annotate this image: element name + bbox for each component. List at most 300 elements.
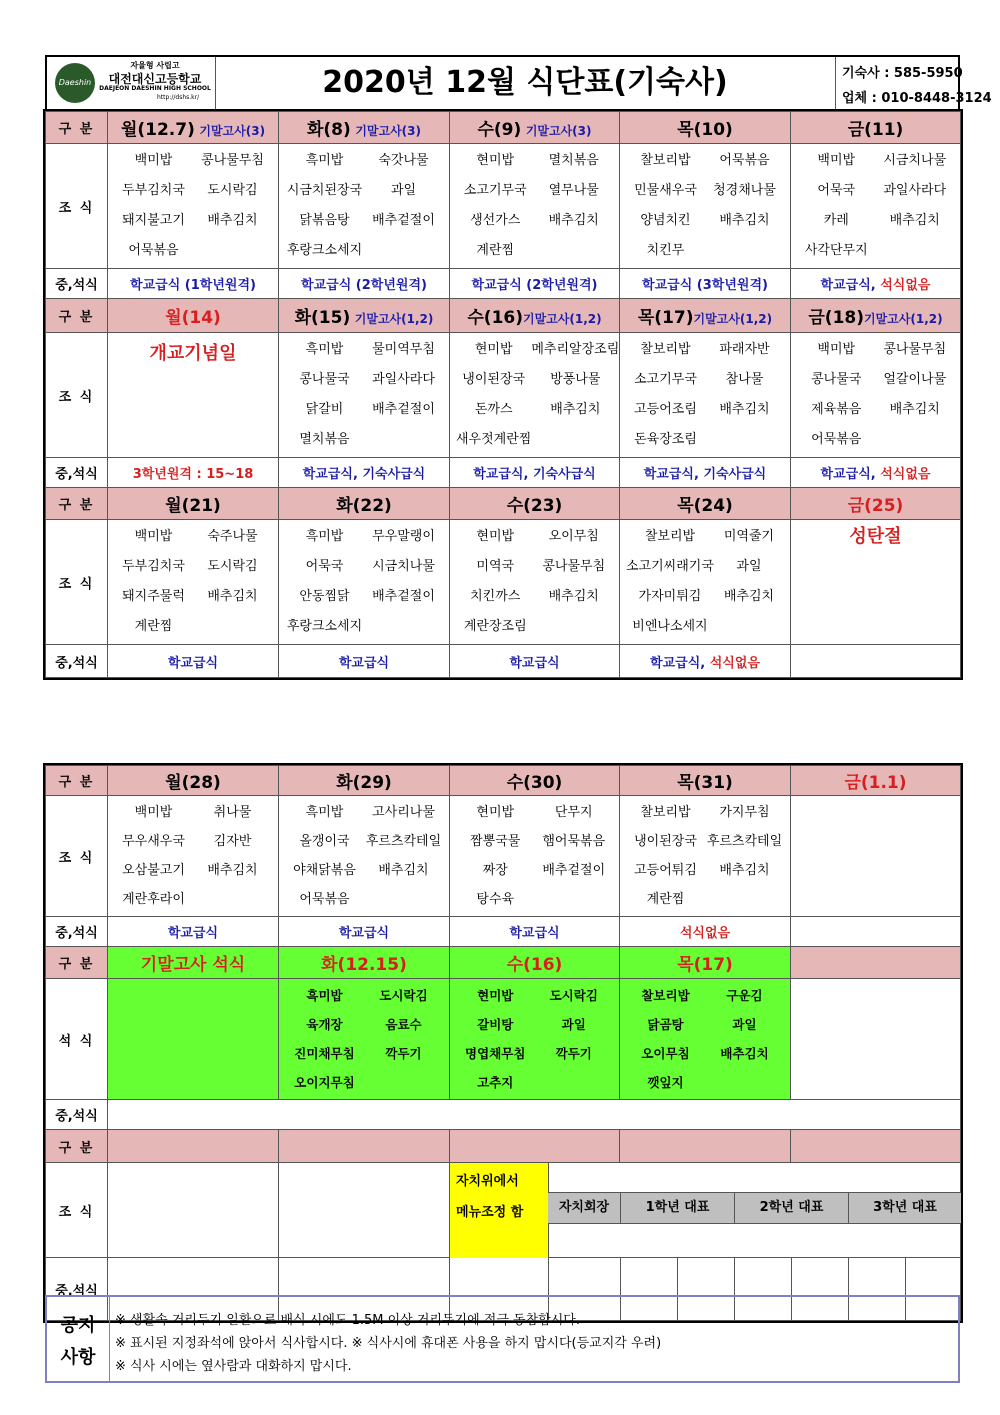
menu-cell: [450, 796, 620, 917]
empty-cell: [791, 979, 961, 1100]
menu-cell: [108, 796, 279, 917]
empty-header: [791, 947, 961, 979]
menu-item: 얼갈이나물: [883, 372, 947, 387]
menu-item: 배추김치: [719, 863, 770, 878]
empty-header: [108, 1130, 279, 1163]
menu-item: 백미밥: [134, 805, 173, 820]
menu-item: 비엔나소세지: [632, 619, 708, 634]
gubun-label: 구 분: [46, 947, 108, 979]
gubun-label: 구 분: [46, 766, 108, 796]
menu-item: 현미밥: [476, 153, 515, 168]
menu-item: 깍두기: [385, 1046, 422, 1061]
seoksik-label: 석 식: [46, 979, 108, 1100]
menu-item: 깻잎지: [647, 1075, 684, 1090]
menu-item: 찰보리밥: [640, 805, 691, 820]
breakfast-label: 조 식: [46, 333, 108, 458]
menu-cell: [279, 520, 450, 645]
gubun-label: 구 분: [46, 1130, 108, 1163]
menu-item: 청경채나물: [713, 183, 776, 198]
menu-item: 제육볶음: [811, 402, 862, 417]
menu-item: 배추김치: [207, 213, 258, 228]
menu-item: [193, 612, 272, 642]
dinner-cell: 학교급식, 기숙사급식: [620, 458, 791, 488]
council-note-line1: 자치위에서: [456, 1174, 519, 1189]
menu-item: 고등어튀김: [634, 863, 697, 878]
menu-item: 생선가스: [470, 213, 521, 228]
menu-item: 백미밥: [817, 342, 856, 357]
menu-item: 후랑크소세지: [286, 619, 363, 634]
menu-item: 오삼불고기: [122, 863, 185, 878]
menu-item: 고사리나물: [372, 805, 435, 820]
council-col-grade3: 3학년 대표: [849, 1193, 961, 1224]
menu-item: 후르츠칵테일: [706, 834, 783, 849]
council-block: [450, 1163, 961, 1258]
week2-header-row: [46, 299, 961, 333]
menu-item: 민물새우국: [634, 183, 697, 198]
menu-item: 시금치나물: [372, 559, 435, 574]
menu-item: 소고기씨래기국: [626, 559, 714, 574]
day-header: 수(16): [450, 947, 620, 979]
menu-cell: [279, 796, 450, 917]
menu-item: 고추지: [477, 1075, 514, 1090]
gubun-label: 구 분: [46, 112, 108, 144]
menu-item: 찰보리밥: [640, 153, 691, 168]
council-note-line2: 메뉴조정 함: [456, 1205, 524, 1220]
week3-dinner-row: [46, 645, 961, 678]
school-emblem-icon: Daeshin: [55, 63, 95, 103]
exam-dinner-sub-row: [46, 1100, 961, 1130]
menu-item: 어묵볶음: [811, 432, 862, 447]
dinner-cell: 학교급식, 석식없음: [791, 458, 961, 488]
menu-item: 무우말랭이: [372, 529, 435, 544]
menu-item: [364, 612, 443, 642]
day-header: 화(22): [279, 488, 450, 520]
week2-breakfast-row: [46, 333, 961, 458]
page-title: 2020년 12월 식단표(기숙사): [322, 65, 728, 100]
menu-cell: [620, 333, 791, 458]
menu-item: 짜장: [482, 863, 508, 878]
menu-item: 구운김: [726, 988, 763, 1003]
menu-item: [714, 612, 784, 642]
menu-item: 탕수육: [476, 892, 515, 907]
menu-item: 도시락김: [207, 559, 258, 574]
day-header: 목(17): [620, 947, 791, 979]
menu-item: [364, 885, 443, 914]
exam-dinner-row: [46, 979, 961, 1100]
menu-item: 어묵볶음: [128, 243, 179, 258]
menu-item: 후르츠칵테일: [365, 834, 442, 849]
menu-item: 카레: [823, 213, 849, 228]
menu-item: [535, 885, 614, 914]
menu-item: 백미밥: [817, 153, 856, 168]
header-box: [45, 55, 992, 111]
menu-item: 후랑크소세지: [286, 243, 363, 258]
menu-cell: [620, 144, 791, 269]
menu-item: 닭곰탕: [647, 1017, 684, 1032]
dinner-label: 중,석식: [46, 458, 108, 488]
menu-item: 야채닭볶음: [293, 863, 356, 878]
menu-cell: [620, 520, 791, 645]
menu-cell: [279, 979, 450, 1100]
menu-item: 찰보리밥: [644, 529, 696, 544]
dinner-cell: 학교급식: [279, 917, 450, 947]
holiday-label: 성탄절: [849, 526, 902, 547]
menu-item: 멸치볶음: [548, 153, 599, 168]
menu-item: 콩나물무침: [201, 153, 264, 168]
menu-item: [535, 1068, 614, 1097]
day-header: 금(25): [791, 488, 961, 520]
menu-item: 도시락김: [379, 988, 428, 1003]
menu-item: 콩나물국: [811, 372, 862, 387]
empty-header: [279, 1130, 450, 1163]
day-header: 금(1.1): [791, 766, 961, 796]
empty-header: [791, 1130, 961, 1163]
notice-line: ※ 표시된 지정좌석에 앉아서 식사합시다. ※ 식사시에 휴대폰 사용을 하지 맙시다(등교지각 우려): [115, 1336, 662, 1351]
dinner-cell: 학교급식, 기숙사급식: [450, 458, 620, 488]
menu-item: [364, 1068, 443, 1097]
holiday-label: 개교기념일: [149, 343, 237, 364]
menu-cell: [450, 520, 620, 645]
menu-item: 오이무침: [548, 529, 599, 544]
menu-item: [876, 425, 955, 455]
holiday-cell: [791, 520, 961, 645]
blank-breakfast-row: [46, 1163, 961, 1258]
menu-item: 소고기무국: [463, 183, 527, 198]
menu-item: 콩나물국: [299, 372, 350, 387]
week1-dinner-row: [46, 269, 961, 299]
dinner-cell: 학교급식: [279, 645, 450, 678]
menu-item: 계란찜: [646, 892, 685, 907]
menu-item: 도시락김: [549, 988, 598, 1003]
menu-item: 짬뽕국물: [470, 834, 521, 849]
menu-item: 햄어묵볶음: [542, 834, 606, 849]
dinner-cell: 학교급식 (1학년원격): [108, 269, 279, 299]
menu-item: 배추김치: [723, 589, 775, 604]
day-header: 수(9) 기말고사(3): [450, 112, 620, 144]
menu-item: 돈육장조림: [634, 432, 697, 447]
vendor-phone: 업체 : 010-8448-3124: [842, 91, 992, 106]
menu-item: 명엽채무침: [465, 1046, 526, 1061]
menu-item: 찰보리밥: [640, 342, 691, 357]
menu-cell: [108, 144, 279, 269]
dinner-label: 중,석식: [46, 269, 108, 299]
menu-item: 치킨무: [646, 243, 685, 258]
menu-item: 배추김치: [889, 213, 940, 228]
day-header: 화(29): [279, 766, 450, 796]
menu-item: 김자반: [213, 834, 252, 849]
menu-item: 백미밥: [134, 529, 173, 544]
day-header: 목(24): [620, 488, 791, 520]
menu-item: 계란장조림: [463, 619, 527, 634]
dinner-label: 중,석식: [46, 1100, 108, 1130]
menu-item: 두부김치국: [122, 183, 185, 198]
menu-item: 진미채무침: [294, 1046, 355, 1061]
menu-item: 배추김치: [207, 589, 258, 604]
menu-item: 멸치볶음: [299, 432, 350, 447]
menu-item: 어묵국: [305, 559, 344, 574]
menu-cell: [791, 333, 961, 458]
menu-item: 방풍나물: [550, 372, 601, 387]
menu-item: 흑미밥: [306, 988, 343, 1003]
menu-item: 음료수: [385, 1017, 422, 1032]
menu-item: 어묵볶음: [719, 153, 770, 168]
school-name: 대전대신고등학교: [108, 72, 202, 86]
notice-box: [45, 1295, 960, 1383]
menu-item: 흑미밥: [305, 529, 344, 544]
school-english-name: DAEJEON DAESHIN HIGH SCHOOL: [99, 85, 211, 92]
school-type: 자율형 사립고: [130, 61, 180, 70]
menu-item: [705, 236, 784, 266]
menu-item: 과일: [561, 1017, 586, 1032]
day-header: 수(16)기말고사(1,2): [450, 299, 620, 333]
holiday-cell: [108, 333, 279, 458]
menu-cell: [279, 144, 450, 269]
menu-item: 배추김치: [207, 863, 258, 878]
menu-item: 메추리알장조림: [531, 342, 620, 357]
menu-item: 과일: [736, 559, 762, 574]
day-header: 월(21): [108, 488, 279, 520]
menu-item: [535, 612, 614, 642]
menu-item: 오이지무침: [294, 1075, 355, 1090]
menu-item: 배추김치: [889, 402, 940, 417]
exam-dinner-title: 기말고사 석식: [108, 947, 279, 979]
menu-item: 갈비탕: [477, 1017, 514, 1032]
day-header: 목(10): [620, 112, 791, 144]
menu-item: 미역국: [476, 559, 515, 574]
notice-label: 공지 사항: [47, 1297, 110, 1381]
exam-header-row: [46, 947, 961, 979]
menu-item: 계란찜: [476, 243, 515, 258]
menu-item: 냉이된장국: [634, 834, 697, 849]
menu-item: 배추겉절이: [372, 213, 435, 228]
dinner-cell: 학교급식 (2학년원격): [450, 269, 620, 299]
council-col-grade2: 2학년 대표: [735, 1193, 849, 1224]
day-header: 수(23): [450, 488, 620, 520]
menu-item: 과일사라다: [883, 183, 947, 198]
menu-item: 돼지주물럭: [122, 589, 185, 604]
menu-item: 흑미밥: [305, 342, 344, 357]
menu-item: 백미밥: [134, 153, 173, 168]
menu-item: 소고기무국: [634, 372, 697, 387]
menu-item: 고등어조림: [634, 402, 697, 417]
menu-item: 흑미밥: [305, 153, 344, 168]
gubun-label: 구 분: [46, 299, 108, 333]
menu-item: 무우새우국: [122, 834, 185, 849]
menu-item: [193, 885, 272, 914]
menu-item: 현미밥: [476, 805, 515, 820]
dinner-cell: 학교급식, 석식없음: [791, 269, 961, 299]
menu-item: 배추김치: [719, 402, 770, 417]
council-col-president: 자치회장: [548, 1193, 621, 1224]
menu-item: 열무나물: [548, 183, 599, 198]
menu-item: 물미역무침: [372, 342, 435, 357]
week4-dinner-row: [46, 917, 961, 947]
week1-breakfast-row: [46, 144, 961, 269]
menu-table-bottom: [45, 765, 961, 1321]
menu-item: 돈까스: [474, 402, 513, 417]
week3-header-row: [46, 488, 961, 520]
menu-item: 현미밥: [477, 988, 514, 1003]
menu-item: 치킨까스: [470, 589, 521, 604]
dinner-cell: 학교급식, 석식없음: [620, 645, 791, 678]
menu-item: 배추김치: [719, 213, 770, 228]
menu-item: 닭갈비: [305, 402, 344, 417]
menu-item: [705, 425, 784, 455]
week3-breakfast-row: [46, 520, 961, 645]
dinner-cell: 학교급식: [108, 645, 279, 678]
notice-line: ※ 식사 시에는 옆사람과 대화하지 맙시다.: [115, 1359, 352, 1374]
menu-table-top: [45, 111, 961, 678]
menu-item: 계란후라이: [122, 892, 185, 907]
menu-item: [876, 236, 955, 266]
menu-item: 오이무침: [641, 1046, 690, 1061]
menu-cell: [620, 979, 791, 1100]
day-header: 목(31): [620, 766, 791, 796]
menu-cell: [450, 979, 620, 1100]
day-header: 금(18)기말고사(1,2): [791, 299, 961, 333]
menu-item: 과일: [390, 183, 417, 198]
menu-item: 흑미밥: [305, 805, 344, 820]
menu-item: 배추겉절이: [542, 863, 606, 878]
menu-item: [364, 236, 443, 266]
menu-item: 참나물: [725, 372, 764, 387]
dinner-cell: 학교급식: [450, 645, 620, 678]
breakfast-label: 조 식: [46, 1163, 108, 1258]
day-header: 월(28): [108, 766, 279, 796]
menu-item: 배추김치: [720, 1046, 769, 1061]
menu-item: 가지무침: [719, 805, 770, 820]
empty-header: [450, 1130, 620, 1163]
dinner-cell: [791, 917, 961, 947]
dinner-label: 중,석식: [46, 1258, 108, 1321]
menu-cell: [450, 144, 620, 269]
menu-item: [705, 1068, 784, 1097]
dorm-phone: 기숙사 : 585-5950: [842, 66, 963, 81]
menu-item: 단무지: [554, 805, 593, 820]
menu-item: 파래자반: [719, 342, 770, 357]
menu-item: 배추겉절이: [372, 589, 435, 604]
menu-item: 배추김치: [548, 589, 599, 604]
menu-item: 과일: [732, 1017, 757, 1032]
menu-cell: [108, 520, 279, 645]
menu-item: 미역줄기: [723, 529, 775, 544]
menu-item: 과일사라다: [372, 372, 435, 387]
menu-item: 육개장: [306, 1017, 343, 1032]
dinner-cell: 3학년원격 : 15~18: [108, 458, 279, 488]
menu-cell: [279, 333, 450, 458]
day-header: 금(11): [791, 112, 961, 144]
menu-item: 가자미튀김: [638, 589, 702, 604]
menu-item: 배추김치: [550, 402, 601, 417]
dinner-label: 중,석식: [46, 917, 108, 947]
blank-header-row: [46, 1130, 961, 1163]
empty-cell: [279, 1163, 450, 1258]
breakfast-label: 조 식: [46, 520, 108, 645]
menu-cell: [791, 796, 961, 917]
menu-item: 배추김치: [378, 863, 429, 878]
menu-item: 시금치된장국: [286, 183, 363, 198]
day-header: 월(14): [108, 299, 279, 333]
empty-header: [620, 1130, 791, 1163]
dinner-cell: [791, 645, 961, 678]
empty-cell: [108, 1163, 279, 1258]
menu-item: 두부김치국: [122, 559, 185, 574]
empty-cell: [108, 1100, 961, 1130]
day-header: 화(15) 기말고사(1,2): [279, 299, 450, 333]
menu-item: 냉이된장국: [462, 372, 526, 387]
menu-item: [531, 425, 619, 455]
menu-item: 닭볶음탕: [299, 213, 350, 228]
menu-item: 양념치킨: [640, 213, 691, 228]
week1-header-row: [46, 112, 961, 144]
menu-item: 돼지불고기: [122, 213, 185, 228]
menu-cell: [450, 333, 620, 458]
notice-line: ※ 생활속 거리두기 일환으로 배식 시에도 1.5M 이상 거리두기에 적극 동참합시다.: [115, 1313, 580, 1328]
dinner-label: 중,석식: [46, 645, 108, 678]
menu-item: 콩나물무침: [542, 559, 606, 574]
day-header: 화(12.15): [279, 947, 450, 979]
menu-cell: [791, 144, 961, 269]
menu-item: [193, 236, 272, 266]
menu-item: 배추겉절이: [372, 402, 435, 417]
menu-item: 올갱이국: [299, 834, 350, 849]
menu-item: 현미밥: [474, 342, 513, 357]
menu-item: 어묵국: [817, 183, 856, 198]
menu-item: 사각단무지: [804, 243, 868, 258]
menu-item: 도시락김: [207, 183, 258, 198]
menu-item: 안동찜닭: [299, 589, 350, 604]
menu-cell: [620, 796, 791, 917]
menu-item: 숙갓나물: [378, 153, 429, 168]
menu-item: [535, 236, 614, 266]
breakfast-label: 조 식: [46, 796, 108, 917]
menu-item: 계란찜: [134, 619, 173, 634]
menu-item: 깍두기: [555, 1046, 592, 1061]
dinner-cell: 학교급식: [450, 917, 620, 947]
menu-item: 콩나물무침: [883, 342, 947, 357]
school-logo-block: [47, 57, 216, 109]
contacts-block: [835, 57, 992, 109]
dinner-cell: 석식없음: [620, 917, 791, 947]
week2-dinner-row: [46, 458, 961, 488]
breakfast-label: 조 식: [46, 144, 108, 269]
dinner-cell: 학교급식 (2학년원격): [279, 269, 450, 299]
gubun-label: 구 분: [46, 488, 108, 520]
menu-item: [705, 885, 784, 914]
day-header: 월(12.7) 기말고사(3): [108, 112, 279, 144]
menu-item: 현미밥: [476, 529, 515, 544]
menu-item: [364, 425, 443, 455]
dinner-cell: 학교급식, 기숙사급식: [279, 458, 450, 488]
exam-empty-cell: [108, 979, 279, 1100]
dinner-cell: 학교급식 (3학년원격): [620, 269, 791, 299]
day-header: 목(17)기말고사(1,2): [620, 299, 791, 333]
menu-item: 새우젓계란찜: [456, 432, 532, 447]
menu-item: 취나물: [213, 805, 252, 820]
menu-item: 찰보리밥: [641, 988, 690, 1003]
day-header: 수(30): [450, 766, 620, 796]
menu-item: 시금치나물: [883, 153, 947, 168]
dinner-cell: 학교급식: [108, 917, 279, 947]
menu-item: 어묵볶음: [299, 892, 350, 907]
school-url[interactable]: http://dshs.kr/: [157, 94, 200, 101]
menu-item: 숙주나물: [207, 529, 258, 544]
council-note: [450, 1163, 549, 1258]
menu-item: 배추김치: [548, 213, 599, 228]
day-header: 화(8) 기말고사(3): [279, 112, 450, 144]
council-col-grade1: 1학년 대표: [621, 1193, 735, 1224]
week4-header-row: [46, 766, 961, 796]
